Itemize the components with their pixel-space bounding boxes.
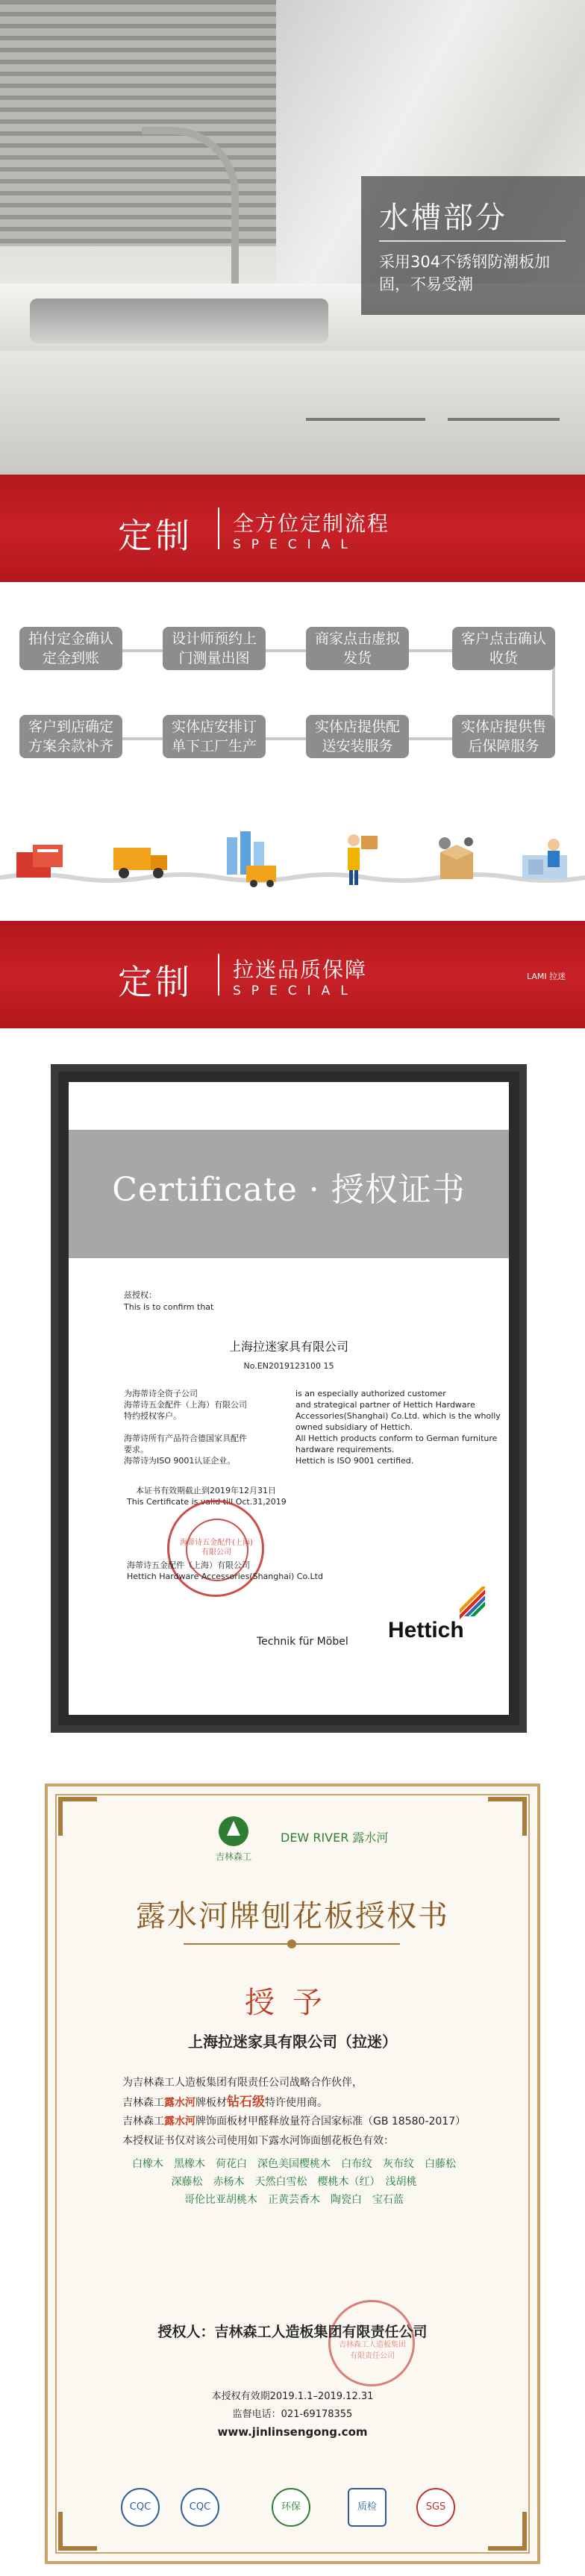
authorized-company: 上海拉迷家具有限公司（拉迷）: [188, 2033, 397, 2051]
hero-caption: [361, 176, 585, 315]
corner-ornament: [58, 2512, 97, 2551]
delivery-truck-icon: [109, 830, 176, 890]
cn-text: 海蒂诗五金配件（上海）有限公司: [124, 1400, 247, 1410]
cabinet: [0, 351, 585, 475]
dew-river-logo: DEW RIVER 露水河: [281, 1831, 389, 1845]
hero-description: 采用304不锈钢防潮板加固，不易受潮: [379, 253, 551, 293]
dew-river-certificate-section: [0, 1775, 585, 2576]
grant-heading: 授予: [245, 1986, 340, 2020]
seal-text: 海蒂诗五金配件(上海)有限公司: [180, 1539, 253, 1557]
quality-banner: [0, 921, 585, 1028]
sgs-logo: SGS: [416, 2488, 455, 2527]
signature-en: Hettich Hardware Accessories(Shanghai) Co.Ltd: [127, 1572, 323, 1581]
banner-title: 定制: [118, 516, 193, 556]
en-text: and strategical partner of Hettich Hardware: [295, 1400, 475, 1410]
order-icon: [10, 830, 78, 890]
website: www.jinlinsengong.com: [217, 2425, 368, 2439]
certificate-title: 露水河牌刨花板授权书: [136, 1899, 449, 1933]
en-text: is an especially authorized customer: [295, 1389, 446, 1398]
en-text: owned subsidiary of Hettich.: [295, 1422, 413, 1432]
hettich-slogan: Technik für Möbel: [257, 1636, 348, 1648]
custom-process-banner: [0, 475, 585, 582]
divider: [379, 240, 566, 242]
hotline: 监督电话：021-69178355: [232, 2409, 353, 2420]
hero-kitchen-image: [0, 0, 585, 475]
corner-ornament: [58, 1797, 97, 1836]
certificate-paper: [45, 1783, 540, 2564]
certificate-number: No.EN2019123100 15: [243, 1361, 334, 1371]
certificate-frame: [51, 1064, 527, 1733]
confirm-label: This is to confirm that: [124, 1302, 214, 1312]
hettich-certificate-section: [0, 1028, 585, 1775]
faucet-icon: [142, 127, 239, 306]
cn-text: 为海蒂诗全资子公司: [124, 1389, 198, 1398]
validity-period: 本授权有效期2019.1.1–2019.12.31: [211, 2391, 374, 2402]
process-step: 实体店提供售后保障服务: [452, 715, 555, 758]
certificate-title: Certificate · 授权证书: [112, 1171, 466, 1209]
cn-text: 要求。: [124, 1445, 148, 1454]
courier-icon: [331, 830, 398, 890]
seal-text: 吉林森工人造板集团有限责任公司: [339, 2341, 406, 2360]
hettich-logo: Hettich: [388, 1618, 464, 1642]
sink-basin: [30, 298, 328, 343]
eco-logo: 环保: [272, 2488, 310, 2527]
signature-cn: 海蒂诗五金配件（上海）有限公司: [127, 1560, 250, 1570]
service-icons-row: [0, 819, 585, 921]
authorized-company: 上海拉迷家具有限公司: [228, 1339, 348, 1354]
banner-english: SPECIAL: [233, 984, 358, 998]
cabinet-handle: [448, 418, 560, 421]
installer-icon: [515, 830, 582, 890]
quality-logo: 质检: [348, 2488, 387, 2527]
company-seal: [328, 2300, 415, 2386]
process-flow: [0, 582, 585, 819]
cert-paragraph: 为吉林森工人造板集团有限责任公司战略合作伙伴，: [122, 2077, 363, 2089]
hero-title: 水槽部分: [379, 201, 507, 235]
cert-paragraph: 吉林森工露水河牌饰面板材甲醛释放量符合国家标准（GB 18580-2017）: [122, 2116, 466, 2128]
banner-subtitle: 拉迷品质保障: [233, 957, 368, 982]
wood-color-list: 深藤松 赤杨木 天然白雪松 樱桃木（红） 浅胡桃: [171, 2176, 417, 2188]
banner-english: SPECIAL: [233, 537, 358, 552]
factory-icon: [216, 830, 284, 890]
process-step: 实体店提供配送安装服务: [306, 715, 409, 758]
lami-logo: LAMI 拉迷: [527, 972, 566, 981]
banner-subtitle: 全方位定制流程: [233, 511, 390, 536]
process-step: 设计师预约上门测量出图: [163, 627, 266, 670]
en-text: All Hettich products conform to German furniture: [295, 1434, 498, 1443]
wood-color-list: 白橡木 黑橡木 荷花白 深色美国樱桃木 白布纹 灰布纹 白藤松: [132, 2158, 456, 2170]
cn-text: 特约授权客户。: [124, 1411, 181, 1421]
process-step: 客户点击确认收货: [452, 627, 555, 670]
corner-ornament: [488, 2512, 527, 2551]
en-text: Hettich is ISO 9001 certified.: [295, 1456, 414, 1466]
en-text: Accessories(Shanghai) Co.Ltd. which is the wholly: [295, 1411, 501, 1421]
cn-text: 海蒂诗为ISO 9001认证企业。: [124, 1456, 236, 1466]
en-text: hardware requirements.: [295, 1445, 395, 1454]
validity-cn: 本证书有效期截止到2019年12月31日: [136, 1486, 276, 1495]
cert-paragraph: 吉林森工露水河牌板材钻石级特许使用商。: [122, 2095, 328, 2110]
tree-icon: [215, 1815, 252, 1848]
cqc-logo: CQC: [121, 2488, 160, 2527]
cabinet-handle: [306, 418, 425, 421]
ornament-divider: [184, 1939, 400, 1949]
process-step: 实体店安排订单下工厂生产: [163, 715, 266, 758]
corner-ornament: [488, 1797, 527, 1836]
process-step: 拍付定金确认定金到账: [19, 627, 122, 670]
parcel-box-icon: [424, 830, 491, 890]
company-seal: [167, 1500, 264, 1597]
banner-title: 定制: [118, 962, 193, 1002]
cqc-logo: CQC: [181, 2488, 219, 2527]
validity-en: This Certificate is valid till Oct.31,2019: [127, 1497, 287, 1507]
brand-name: 吉林森工: [215, 1851, 251, 1862]
cert-paragraph: 本授权证书仅对该公司使用如下露水河饰面刨花板色有效：: [122, 2135, 394, 2147]
grantor: 授权人：吉林森工人造板集团有限责任公司: [157, 2324, 428, 2340]
divider: [218, 507, 219, 549]
hettich-stripes-icon: [455, 1586, 488, 1619]
wave-decoration: [0, 872, 585, 884]
hereby-label: 兹授权：: [124, 1290, 157, 1300]
jilin-sengong-logo: [200, 1815, 267, 1867]
divider: [218, 954, 219, 995]
process-step: 商家点击虚拟发货: [306, 627, 409, 670]
certificate-paper: [69, 1082, 509, 1715]
process-step: 客户到店确定方案余款补齐: [19, 715, 122, 758]
wood-color-list: 哥伦比亚胡桃木 正黄芸香木 陶瓷白 宝石蓝: [184, 2194, 404, 2206]
cn-text: 海蒂诗所有产品符合德国家具配件: [124, 1434, 247, 1443]
